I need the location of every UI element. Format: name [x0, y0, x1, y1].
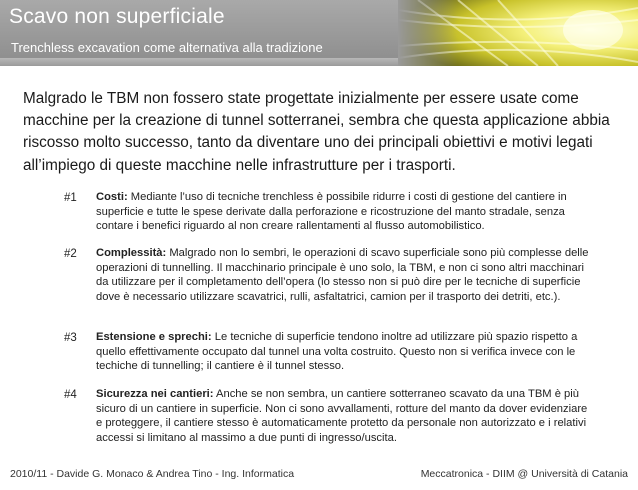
intro-paragraph: Malgrado le TBM non fossero state progettate inizialmente per essere usate come macchine per la creazione di tunnel sotterranei, sembra che questa applicazione abbia riscosso molto successo, tanto da diventare uno dei principali obiettivi e motivi legati all’impiego di queste macchine nelle infrastrutture per i trasporti.: [23, 90, 610, 174]
item-number: #3: [64, 332, 77, 344]
item-number: #2: [64, 248, 77, 260]
item-description: Le tecniche di superficie tendono inoltre ad utilizzare più spazio rispetto a quello effettivamente occupato dal tunnel una volta costruito. Questo non si verifica invece con le techiche di tunnelling; il cantiere è il tunnel stesso.: [96, 331, 578, 373]
item-text: [96, 330, 596, 374]
slide-subtitle: Trenchless excavation come alternativa alla tradizione: [11, 40, 323, 55]
item-description: Anche se non sembra, un cantiere sotterraneo scavato da una TBM è più sicuro di un cantiere in superficie. Non ci sono avvallamenti, rotture del manto da dover evidenziare e proteggere, il cantiere stesso è automaticamente protetto da personale non autorizzato e i relativi accessi si limitano al massimo a due punti di ingresso/uscita.: [96, 388, 588, 444]
item-text: [96, 190, 596, 234]
item-text: [96, 246, 596, 304]
slide-header: [0, 0, 638, 66]
item-description: Mediante l’uso di tecniche trenchless è possibile ridurre i costi di gestione del cantiere in superficie e tutte le spese derivate dalla perforazione e ricostruzione del manto stradale, senza contare i benefici riguardo al non creare rallentamenti al flusso automobilistico.: [96, 191, 567, 233]
footer-course: Meccatronica - DIIM @ Università di Catania: [420, 468, 628, 480]
slide-title: Scavo non superficiale: [9, 5, 225, 28]
item-heading: Estensione e sprechi:: [96, 331, 212, 343]
item-number: #4: [64, 389, 77, 401]
footer-authors: 2010/11 - Davide G. Monaco & Andrea Tino - Ing. Informatica: [10, 468, 295, 480]
item-text: [96, 387, 596, 445]
item-description: Malgrado non lo sembri, le operazioni di scavo superficiale sono più complesse delle operazioni di tunnelling. Il macchinario principale è uno solo, la TBM, e non ci sono altri macchinari da utilizzare per il completamento dell’opera (lo stesso non si può dire per le tecniche di superficie dove è necessario utilizzare scavatrici, rulli, asfaltatrici, camion per il trasporto dei detriti, etc.).: [96, 247, 589, 303]
item-heading: Costi:: [96, 191, 128, 203]
item-heading: Sicurezza nei cantieri:: [96, 388, 214, 400]
tunnel-photo-icon: [398, 0, 638, 66]
item-heading: Complessità:: [96, 247, 167, 259]
item-number: #1: [64, 192, 77, 204]
